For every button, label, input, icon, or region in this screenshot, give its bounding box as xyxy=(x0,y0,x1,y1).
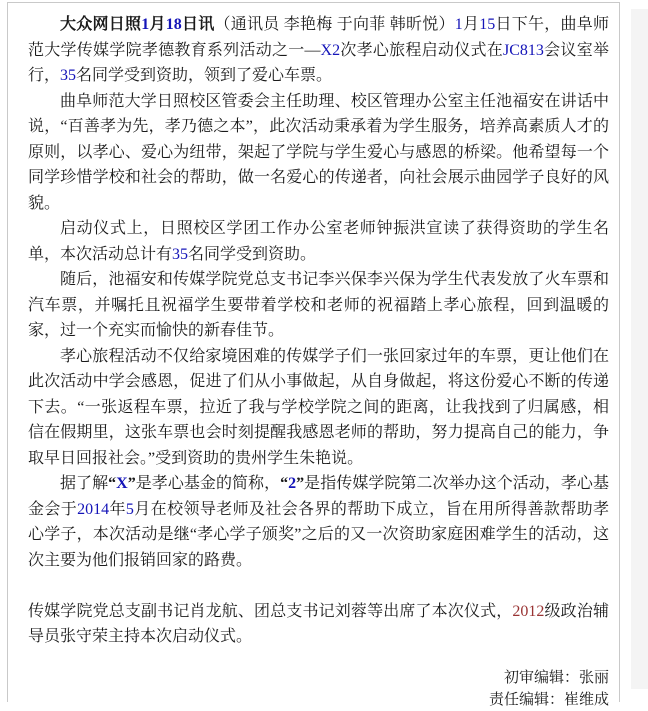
text-segment: 月 xyxy=(149,16,166,33)
text-segment: JC813 xyxy=(503,41,544,59)
article-container xyxy=(7,2,620,708)
text-segment: （通讯员 李艳梅 于向菲 韩昕悦） xyxy=(214,16,455,33)
text-segment: 据了解 xyxy=(60,475,109,492)
text-segment: 级政治辅导员张守荣主持本次启动仪式。 xyxy=(28,602,609,645)
text-segment: 大众网日照 xyxy=(60,16,142,33)
text-segment: 次孝心旅程启动仪式在 xyxy=(340,41,503,59)
text-segment: 日下午，曲阜师范大学传媒学院孝德教育系列活动之一— xyxy=(28,16,609,59)
page-background-strip xyxy=(631,9,648,689)
text-segment: 随后，池福安和传媒学院党总支书记李兴保李兴保为学生代表发放了火车票和汽车票，并嘱托且祝福学生要带着学校和老师的祝福踏上孝心旅程，回到温暖的家，过一个充实而愉快的新春佳节。 xyxy=(28,271,609,339)
text-segment: “ xyxy=(108,475,117,492)
text-segment: 月在校领导老师及社会各界的帮助下成立，旨在用所得善款帮助孝心学子，本次活动是继“孝心学子颁奖”之后的又一次资助家庭困难学生的活动，这次主要为他们报销回家的路费。 xyxy=(28,500,609,569)
text-segment: ” xyxy=(296,475,305,492)
text-segment: 会议室举行， xyxy=(28,41,609,84)
text-segment: 名同学受到资助。 xyxy=(188,245,317,263)
text-segment: 名同学受到资助，领到了爱心车票。 xyxy=(76,67,333,84)
text-segment: 35 xyxy=(172,245,189,263)
text-segment: 年 xyxy=(109,500,126,518)
text-segment: 是孝心基金的简称， xyxy=(135,475,281,492)
text-segment: 35 xyxy=(60,67,77,84)
text-segment: X xyxy=(116,475,128,492)
text-segment: 5 xyxy=(125,500,134,518)
text-segment: 传媒学院党总支副书记肖龙航、团总支书记刘蓉等出席了本次仪式， xyxy=(28,602,513,620)
text-segment: ” xyxy=(127,475,136,492)
responsible-editor: 责任编辑：崔维成 xyxy=(488,691,609,708)
text-segment: 启动仪式上，日照校区学团工作办公室老师钟振洪宣读了获得资助的学生名单，本次活动总计有 xyxy=(28,220,609,263)
editor-credits xyxy=(28,667,609,711)
text-segment: 孝心旅程活动不仅给家境困难的传媒学子们一张回家过年的车票，更让他们在此次活动中学会感恩，促进了们从小事做起，从自身做起，将这份爱心不断的传递下去。“一张返程车票，拉近了我与学校学院之间的距离，让我找到了归属感，相信在假期里，这张车票也会时刻提醒我感恩老师的帮助，努力提高自己的能力，争取早日回报社会。”受到资助的贵州学生朱艳说。 xyxy=(28,347,609,467)
text-segment: X2 xyxy=(320,41,341,59)
paragraph xyxy=(28,89,609,217)
text-segment: 1 xyxy=(141,16,150,33)
article xyxy=(28,12,609,650)
paragraph xyxy=(28,12,609,89)
paragraph xyxy=(28,216,609,267)
text-segment: 2012 xyxy=(512,602,545,620)
text-segment: 是指传媒学院第二次举办这个活动，孝心基金会于 xyxy=(28,475,609,518)
text-segment: “ xyxy=(280,475,289,492)
paragraph xyxy=(28,344,609,472)
text-segment: 2014 xyxy=(77,500,110,518)
text-segment: 2 xyxy=(288,475,297,492)
text-segment: 曲阜师范大学日照校区管委会主任助理、校区管理办公室主任池福安在讲话中说，“百善孝为先，孝乃德之本”，此次活动秉承着为学生服务，培养高素质人才的原则，以孝心、爱心为纽带，架起了学院与学生爱心与感恩的桥梁。他希望每一个同学珍惜学校和社会的帮助，做一名爱心的传递者，向社会展示曲园学子良好的风貌。 xyxy=(28,92,609,212)
text-segment: 1 xyxy=(454,16,463,33)
text-segment: 15 xyxy=(479,16,496,33)
paragraph xyxy=(28,471,609,573)
first-review-editor: 初审编辑：张丽 xyxy=(503,669,609,686)
paragraph xyxy=(28,267,609,344)
text-segment: 日讯 xyxy=(181,16,215,33)
text-segment: 月 xyxy=(462,16,480,33)
paragraph xyxy=(28,599,609,650)
text-segment: 18 xyxy=(165,16,182,33)
